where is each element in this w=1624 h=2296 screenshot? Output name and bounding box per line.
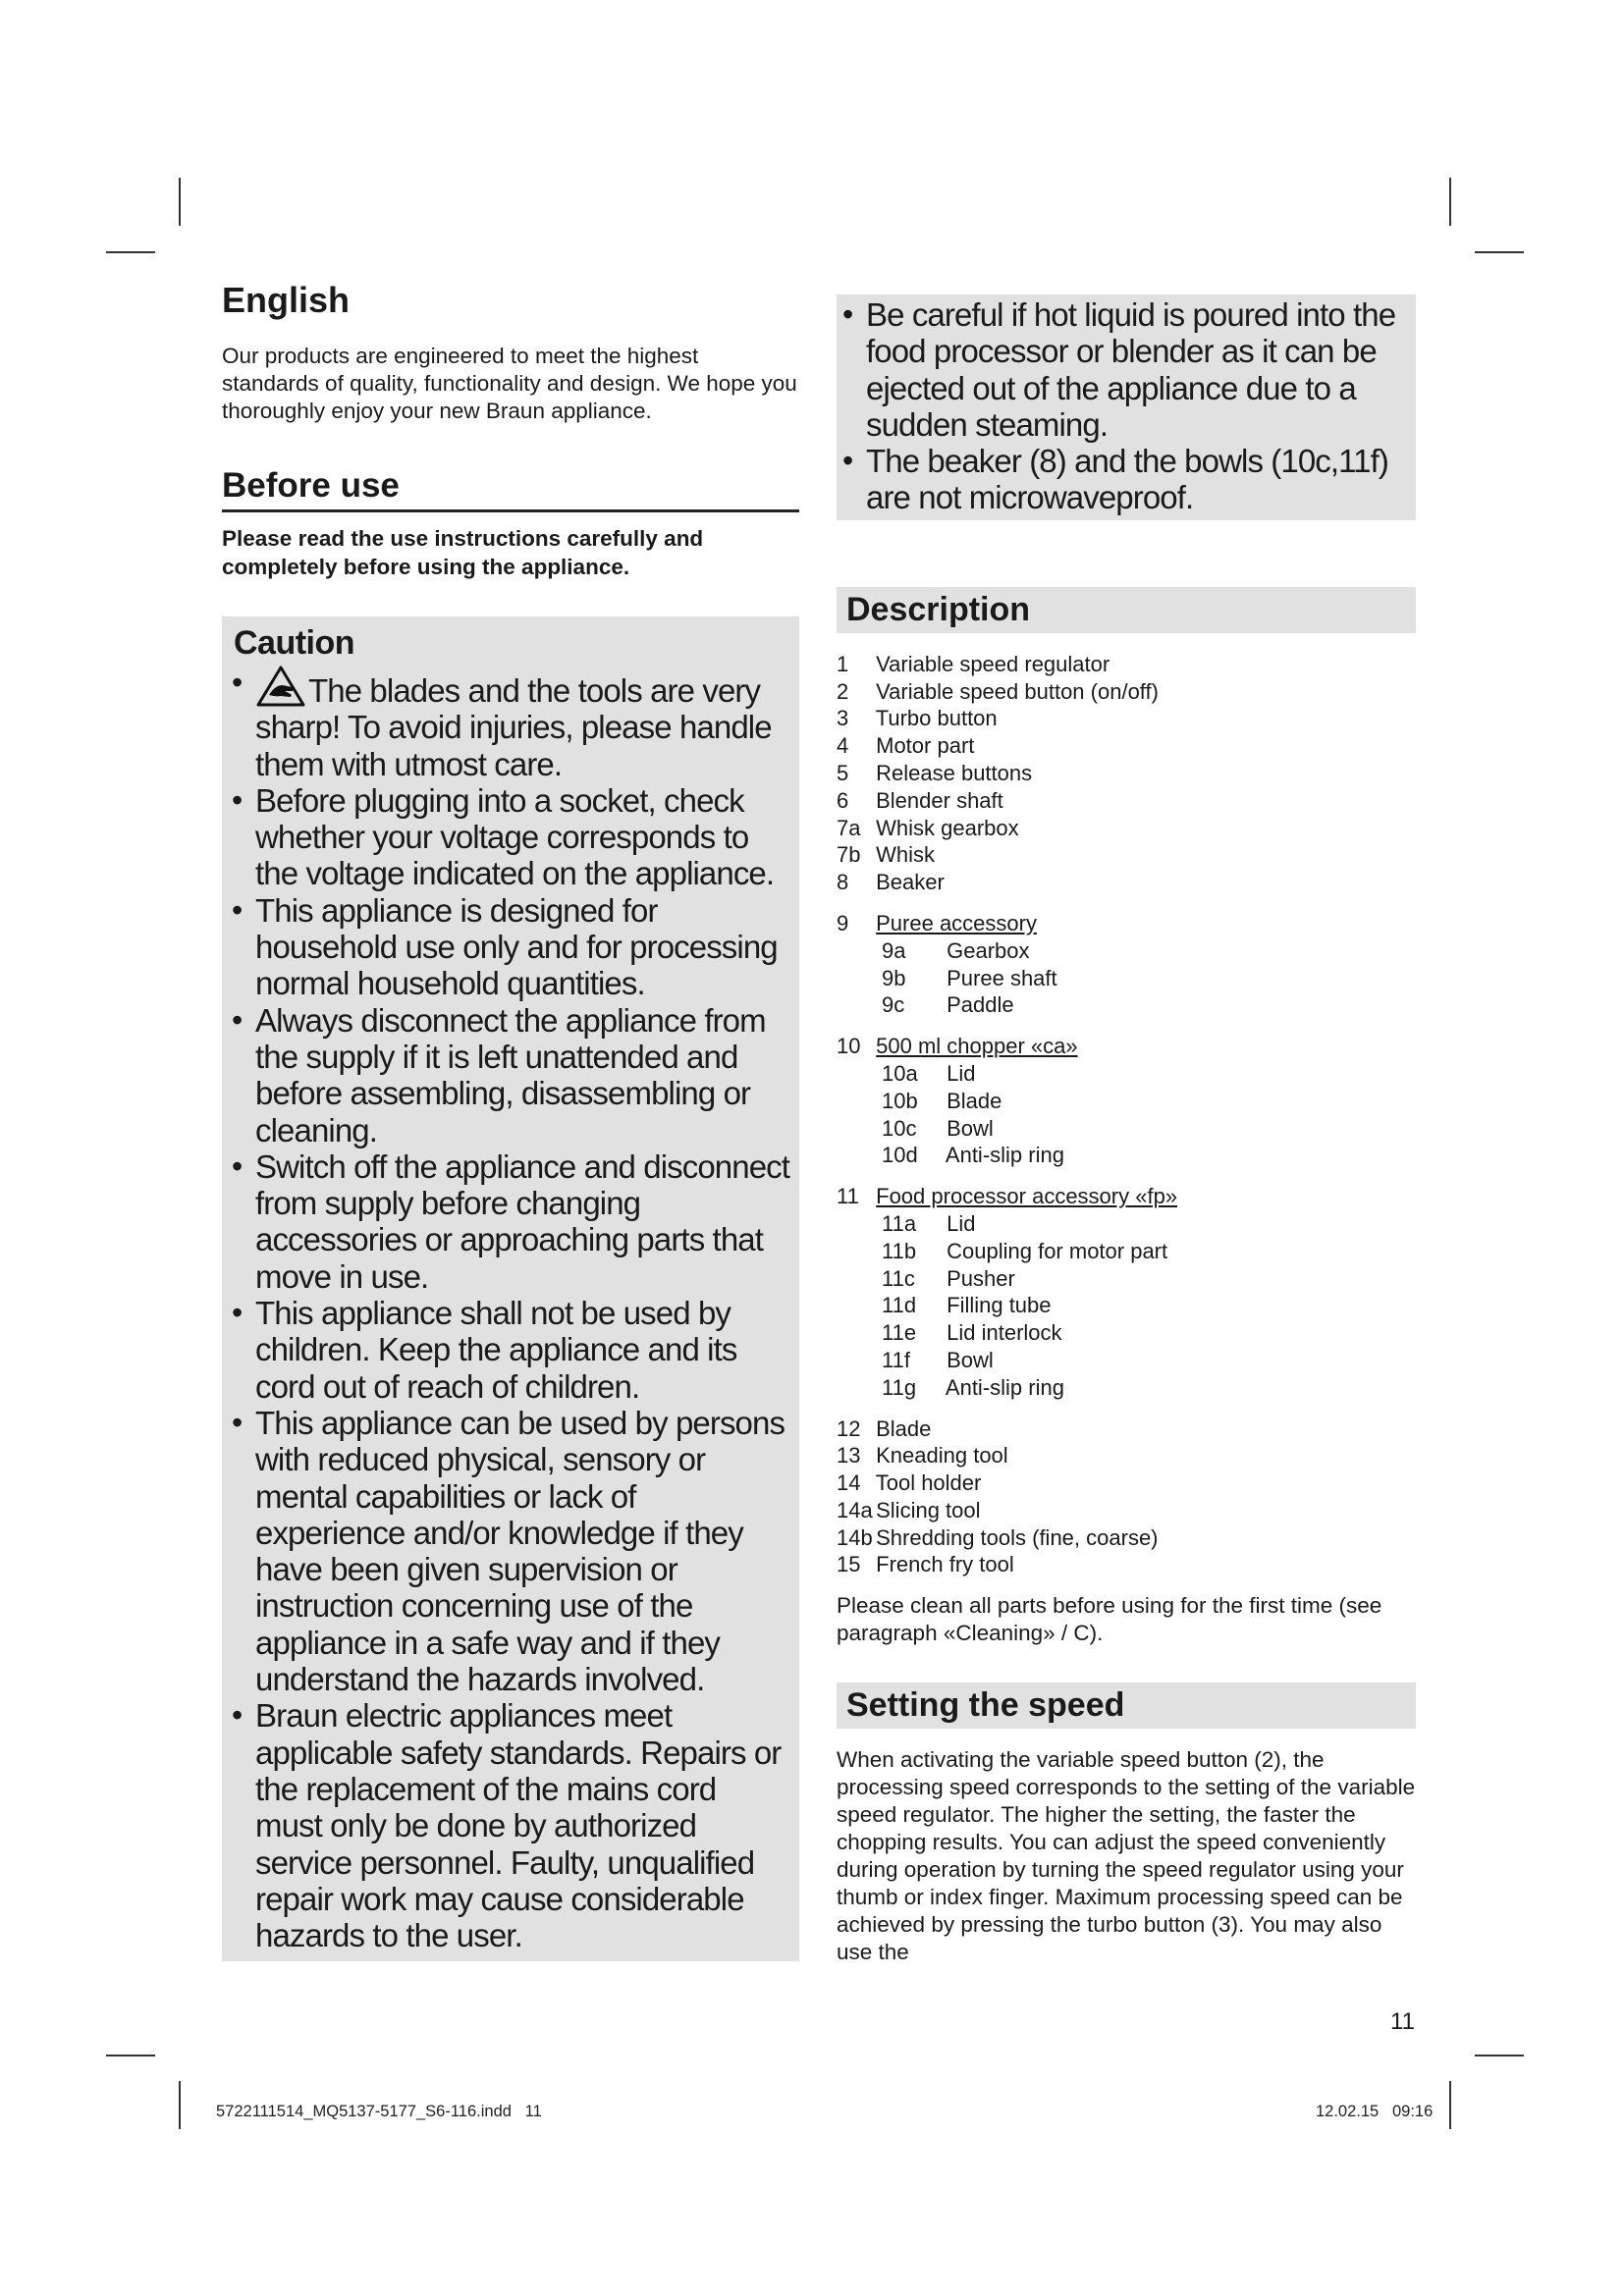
crop-mark — [179, 2081, 181, 2129]
part-item — [837, 910, 1416, 937]
part-label: Blender shaft — [876, 787, 1003, 813]
part-number: 11a — [882, 1210, 917, 1236]
part-subitem — [837, 1060, 1416, 1088]
part-number: 9c — [882, 992, 905, 1018]
part-subitem — [837, 991, 1416, 1019]
part-label: Whisk gearbox — [876, 815, 1019, 840]
part-number: 11 — [837, 1184, 859, 1209]
part-number: 11d — [882, 1293, 917, 1318]
part-label: Bowl — [947, 1347, 994, 1372]
part-number: 7b — [837, 842, 861, 868]
part-subitem — [837, 1210, 1416, 1238]
cleaning-note: Please clean all parts before using for the first time (see paragraph «Cleaning» / C). — [837, 1593, 1382, 1646]
part-label: Tool holder — [875, 1470, 982, 1496]
part-label: Food processor accessory «fp» — [876, 1184, 1178, 1209]
part-number: 9a — [882, 937, 906, 963]
part-item — [837, 651, 1416, 678]
part-item — [837, 1469, 1416, 1497]
part-label: Coupling for motor part — [947, 1238, 1168, 1263]
part-label: Turbo button — [875, 706, 998, 731]
part-number: 11b — [882, 1238, 917, 1263]
part-label: Motor part — [876, 733, 975, 759]
part-number: 7a — [837, 815, 861, 840]
part-number: 10c — [882, 1115, 917, 1141]
caution-item: • Before plugging into a socket, check whether your voltage corresponds to the voltage indicated on the appliance. — [232, 782, 789, 892]
slug-date: 12.02.15 09:16 — [1316, 2103, 1434, 2120]
caution-list — [232, 665, 789, 1953]
page-number: 11 — [1390, 2008, 1415, 2035]
part-label: Puree shaft — [947, 965, 1057, 990]
part-number: 13 — [837, 1443, 861, 1468]
part-number: 10 — [837, 1034, 861, 1059]
part-number: 14 — [837, 1470, 861, 1496]
part-label: Lid — [947, 1060, 976, 1086]
crop-mark — [1475, 251, 1524, 253]
part-item — [837, 1497, 1416, 1524]
part-item — [837, 760, 1416, 787]
part-item — [837, 732, 1416, 760]
part-item — [837, 841, 1416, 869]
before-use-heading: Before use — [222, 466, 400, 505]
crop-mark — [106, 2055, 155, 2056]
part-subitem — [837, 965, 1416, 992]
part-subitem — [837, 1088, 1416, 1115]
part-label: Filling tube — [947, 1293, 1052, 1318]
crop-mark — [1449, 2081, 1451, 2129]
caution-item: • This appliance is designed for household use only and for processing normal household quantities. — [232, 892, 789, 1002]
part-subitem — [837, 1374, 1416, 1402]
caution-item: • Always disconnect the appliance from the supply if it is left unattended and before assembling, disassembling or cleaning. — [232, 1002, 789, 1148]
setting-speed-heading: Setting the speed — [837, 1682, 1416, 1729]
part-subitem — [837, 1319, 1416, 1347]
crop-mark — [1475, 2055, 1524, 2056]
part-subitem — [837, 1142, 1416, 1169]
part-number: 2 — [837, 678, 849, 704]
part-label: Slicing tool — [876, 1497, 981, 1522]
part-number: 12 — [837, 1415, 861, 1441]
part-label: Anti-slip ring — [945, 1143, 1064, 1168]
part-subitem — [837, 1115, 1416, 1143]
part-number: 11f — [882, 1347, 910, 1372]
part-label: 500 ml chopper «ca» — [876, 1034, 1078, 1059]
part-number: 8 — [837, 870, 849, 895]
hot-liquid-item: • The beaker (8) and the bowls (10c,11f) are not microwaveproof. — [842, 443, 1414, 516]
parts-list — [837, 651, 1416, 1579]
part-subitem — [837, 1265, 1416, 1293]
hot-liquid-list — [842, 296, 1414, 516]
part-number: 14a — [837, 1497, 873, 1522]
part-number: 11e — [882, 1320, 917, 1346]
part-number: 9b — [882, 965, 906, 990]
caution-item — [232, 665, 789, 782]
part-label: Beaker — [876, 870, 945, 895]
part-label: Puree accessory — [876, 910, 1037, 935]
part-number: 10d — [882, 1143, 918, 1168]
crop-mark — [179, 178, 181, 226]
crop-mark — [1449, 178, 1451, 226]
caution-item: • This appliance shall not be used by children. Keep the appliance and its cord out of reach of children. — [232, 1295, 789, 1405]
part-number: 14b — [837, 1524, 873, 1550]
caution-item: • This appliance can be used by persons with reduced physical, sensory or mental capabilities or lack of experience and/or knowledge if they have been given supervision or instruction concerning use of the appliance in a safe way and if they understand the hazards involved. — [232, 1405, 789, 1697]
part-subitem — [837, 937, 1416, 965]
part-label: Paddle — [947, 992, 1014, 1018]
part-label: Kneading tool — [876, 1443, 1008, 1468]
part-item — [837, 1524, 1416, 1552]
language-heading: English — [222, 280, 351, 320]
part-number: 10a — [882, 1060, 918, 1086]
part-number: 4 — [837, 733, 849, 759]
part-label: Lid interlock — [947, 1320, 1062, 1346]
part-subitem — [837, 1238, 1416, 1265]
setting-speed-text: When activating the variable speed button (2), the processing speed corresponds to the setting of the variable speed regulator. The higher the setting, the faster the chopping results. You can adjust the speed conveniently during operation by turning the speed regulator using your thumb or index finger. Maximum processing speed can be achieved by pressing the turbo button (3). You may also use the — [837, 1747, 1416, 1965]
caution-heading: Caution — [234, 624, 355, 662]
part-number: 9 — [837, 910, 849, 935]
part-label: Whisk — [876, 842, 936, 868]
hot-liquid-item: • Be careful if hot liquid is poured into the food processor or blender as it can be ejected out of the appliance due to a sudden steaming. — [842, 296, 1414, 443]
part-label: Anti-slip ring — [945, 1374, 1064, 1400]
left-column — [222, 280, 799, 1961]
warning-hand-icon — [255, 665, 306, 708]
slug-file: 5722111514_MQ5137-5177_S6-116.indd 11 — [216, 2103, 542, 2120]
part-item — [837, 1033, 1416, 1060]
description-heading: Description — [837, 587, 1416, 633]
part-item — [837, 815, 1416, 842]
part-item — [837, 869, 1416, 896]
part-label: Blade — [876, 1415, 932, 1441]
caution-box — [222, 616, 799, 1961]
part-number: 3 — [837, 706, 849, 731]
part-item — [837, 1183, 1416, 1210]
part-item — [837, 1415, 1416, 1443]
part-label: Blade — [947, 1088, 1002, 1113]
part-number: 15 — [837, 1552, 861, 1577]
part-item — [837, 1551, 1416, 1578]
part-number: 11c — [882, 1265, 915, 1291]
part-item — [837, 787, 1416, 815]
before-use-note: Please read the use instructions carefully and completely before using the appliance. — [222, 526, 704, 579]
intro-text: Our products are engineered to meet the highest standards of quality, functionality and design. We hope you thoroughly enjoy your new Braun appliance. — [222, 344, 797, 423]
right-column — [837, 294, 1416, 1966]
part-number: 10b — [882, 1088, 918, 1113]
caution-item: • Braun electric appliances meet applicable safety standards. Repairs or the replacement of the mains cord must only be done by authorized service personnel. Faulty, unqualified repair work may cause considerable hazards to the user. — [232, 1697, 789, 1953]
part-item — [837, 1442, 1416, 1469]
part-number: 6 — [837, 787, 849, 813]
before-use-section — [222, 466, 799, 512]
crop-mark — [106, 251, 155, 253]
part-subitem — [837, 1292, 1416, 1319]
part-label: Pusher — [947, 1265, 1015, 1291]
part-item — [837, 705, 1416, 732]
part-item — [837, 678, 1416, 706]
hot-liquid-box — [837, 294, 1416, 520]
caution-item: • Switch off the appliance and disconnect from supply before changing accessories or approaching parts that move in use. — [232, 1148, 789, 1295]
part-number: 1 — [837, 651, 849, 676]
part-label: Variable speed button (on/off) — [876, 678, 1159, 704]
part-label: French fry tool — [876, 1552, 1014, 1577]
part-label: Lid — [947, 1210, 976, 1236]
part-label: Gearbox — [947, 937, 1030, 963]
part-subitem — [837, 1347, 1416, 1374]
part-label: Bowl — [947, 1115, 994, 1141]
part-number: 11g — [882, 1374, 917, 1400]
part-number: 5 — [837, 760, 849, 785]
part-label: Variable speed regulator — [876, 651, 1110, 676]
caution-first-text: The blades and the tools are very sharp! To avoid injuries, please handle them with utmost care. — [255, 672, 772, 782]
part-label: Release buttons — [876, 760, 1033, 785]
part-label: Shredding tools (fine, coarse) — [876, 1524, 1159, 1550]
